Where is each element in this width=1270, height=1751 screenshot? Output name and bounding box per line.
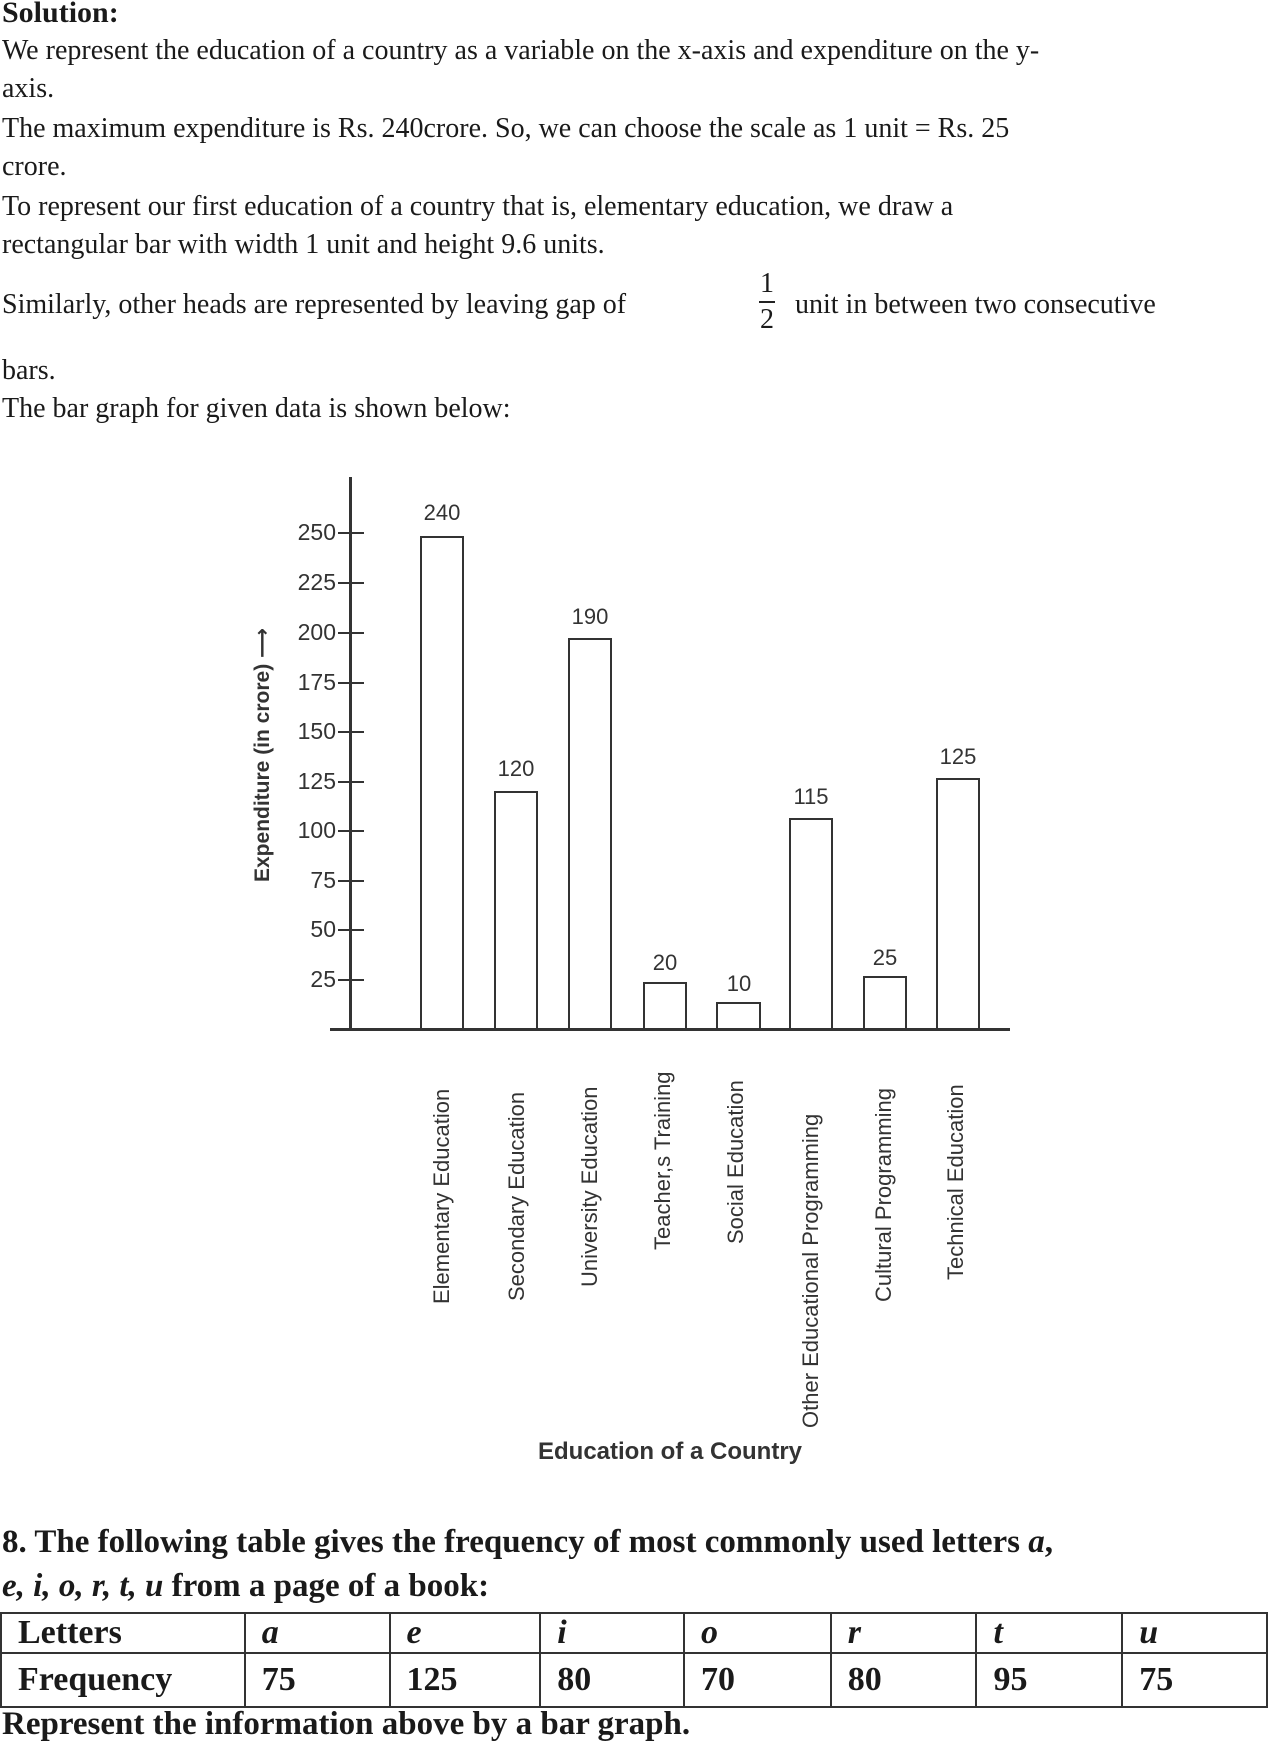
bar-value-label: 120 xyxy=(497,756,535,781)
table-cell-letter: u xyxy=(1122,1613,1267,1653)
fraction-one-half xyxy=(752,270,782,334)
question-8-line1 xyxy=(2,1524,1053,1561)
y-axis-label: Expenditure (in crore) ⟶ xyxy=(251,627,274,882)
bar-secondary-education xyxy=(494,791,538,1030)
y-tick-label: 250 xyxy=(297,519,336,545)
y-tick xyxy=(338,582,364,584)
question-instruction: Represent the information above by a bar graph. xyxy=(2,1706,691,1742)
bar-value-label: 115 xyxy=(793,784,829,809)
y-axis xyxy=(349,477,352,1031)
y-tick-label: 25 xyxy=(310,966,336,992)
table-cell-frequency: 70 xyxy=(684,1653,831,1707)
table-cell-frequency: 95 xyxy=(976,1653,1122,1707)
bar-technical-education xyxy=(936,778,980,1030)
y-tick-label: 175 xyxy=(297,669,336,695)
solution-line: The maximum expenditure is Rs. 240crore. So, we can choose the scale as 1 unit = Rs. 25 xyxy=(2,113,1010,144)
y-tick-label: 125 xyxy=(297,768,336,794)
solution-line: rectangular bar with width 1 unit and height 9.6 units. xyxy=(2,229,605,260)
bar-elementary-education xyxy=(420,536,464,1030)
x-category-label: Social Education xyxy=(723,1080,748,1244)
x-category-label: Elementary Education xyxy=(429,1088,454,1304)
bars-line: bars. xyxy=(2,355,56,386)
y-tick-label: 225 xyxy=(297,569,336,595)
y-tick xyxy=(338,632,364,634)
x-category-label: Other Educational Programming xyxy=(798,1113,823,1428)
similarly-text-after: unit in between two consecutive xyxy=(795,289,1156,320)
y-tick-label: 100 xyxy=(297,817,336,843)
y-tick xyxy=(338,682,364,684)
question-letters-list: e, i, o, r, t, u xyxy=(2,1568,164,1604)
bar-value-label: 125 xyxy=(939,744,977,769)
y-tick-label: 200 xyxy=(297,619,336,645)
bar-other-educational-programming xyxy=(789,818,833,1030)
solution-line: axis. xyxy=(2,73,55,104)
fraction-bar xyxy=(759,301,775,303)
solution-line: We represent the education of a country as a variable on the x-axis and expenditure on the y- xyxy=(2,35,1040,66)
y-tick xyxy=(338,979,364,981)
table-cell-frequency: 80 xyxy=(831,1653,977,1707)
solution-line: To represent our first education of a country that is, elementary education, we draw a xyxy=(2,191,954,222)
y-tick-label: 50 xyxy=(310,916,336,942)
row-header-frequency: Frequency xyxy=(1,1653,245,1707)
question-8-line2 xyxy=(2,1568,489,1605)
fraction-numerator: 1 xyxy=(760,268,774,299)
table-cell-letter: a xyxy=(245,1613,390,1653)
y-tick xyxy=(338,929,364,931)
x-category-label: University Education xyxy=(577,1086,602,1287)
bar-value-label: 25 xyxy=(872,945,898,970)
table-cell-frequency: 75 xyxy=(1122,1653,1267,1707)
x-category-label: Technical Education xyxy=(943,1084,968,1280)
x-category-label: Cultural Programming xyxy=(871,1088,896,1302)
y-tick-label: 75 xyxy=(310,867,336,893)
question-comma: , xyxy=(1044,1524,1054,1560)
x-category-label: Secondary Education xyxy=(504,1091,529,1301)
table-row-letters xyxy=(1,1613,1267,1653)
letter-frequency-table xyxy=(0,1612,1268,1708)
table-cell-letter: t xyxy=(976,1613,1122,1653)
table-cell-frequency: 125 xyxy=(390,1653,541,1707)
table-cell-frequency: 75 xyxy=(245,1653,390,1707)
solution-heading: Solution: xyxy=(2,0,119,29)
x-category-label: Teacher,s Training xyxy=(650,1071,675,1250)
y-tick-label: 150 xyxy=(297,718,336,744)
x-axis-title: Education of a Country xyxy=(538,1438,802,1465)
bar-social-education xyxy=(716,1002,761,1030)
graph-intro: The bar graph for given data is shown below: xyxy=(2,393,511,424)
bar-cultural-programming xyxy=(863,976,907,1030)
bar-value-label: 190 xyxy=(571,604,609,629)
bar-value-label: 10 xyxy=(726,971,752,996)
bar-value-label: 240 xyxy=(423,500,461,525)
y-tick xyxy=(338,880,364,882)
y-tick xyxy=(338,532,364,534)
table-row-frequency xyxy=(1,1653,1267,1707)
row-header-letters: Letters xyxy=(1,1613,245,1653)
question-letter-a: a xyxy=(1028,1524,1045,1560)
solution-line: crore. xyxy=(2,151,67,182)
question-8-text: 8. The following table gives the frequency of most commonly used letters xyxy=(2,1524,1029,1560)
fraction-denominator: 2 xyxy=(760,304,774,335)
bar-teachers-training xyxy=(643,982,687,1030)
question-8-line2-rest: from a page of a book: xyxy=(163,1568,490,1604)
table-cell-letter: r xyxy=(831,1613,977,1653)
y-tick xyxy=(338,830,364,832)
y-tick xyxy=(338,731,364,733)
y-tick xyxy=(338,781,364,783)
table-cell-frequency: 80 xyxy=(540,1653,684,1707)
similarly-text-before: Similarly, other heads are represented by leaving gap of xyxy=(2,289,627,320)
bar-value-label: 20 xyxy=(652,950,678,975)
bar-university-education xyxy=(568,638,612,1030)
table-cell-letter: o xyxy=(684,1613,831,1653)
table-cell-letter: e xyxy=(390,1613,541,1653)
table-cell-letter: i xyxy=(540,1613,684,1653)
